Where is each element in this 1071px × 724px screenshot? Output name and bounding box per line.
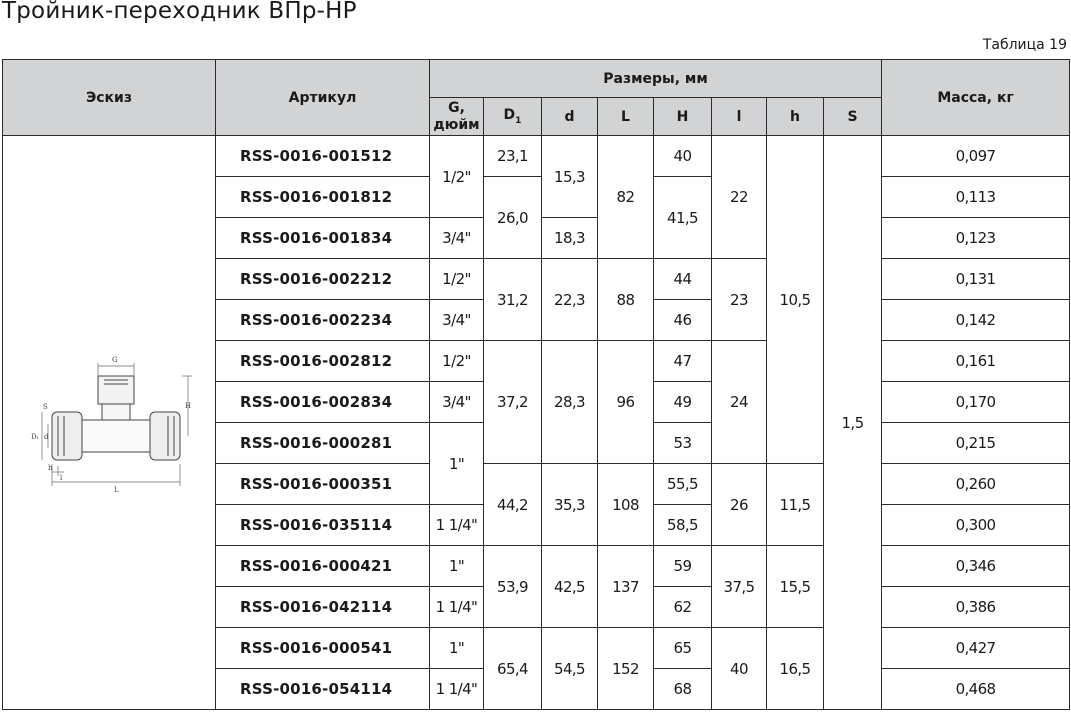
g-cell: 1" <box>430 423 484 505</box>
sketch-label-L: L <box>114 485 119 494</box>
d1-cell: 31,2 <box>484 259 542 341</box>
mass-cell: 0,427 <box>882 628 1070 669</box>
article-cell: RSS-0016-001512 <box>216 136 430 177</box>
article-cell: RSS-0016-002812 <box>216 341 430 382</box>
sketch-label-H: H <box>185 401 191 410</box>
h-cell: 15,5 <box>767 546 824 628</box>
g-cell: 1 1/4" <box>430 587 484 628</box>
mass-cell: 0,097 <box>882 136 1070 177</box>
header-h: h <box>767 98 824 136</box>
H-cell: 58,5 <box>654 505 712 546</box>
header-d1-letter: D <box>503 107 516 124</box>
sketch-label-h: h <box>48 463 52 472</box>
l-cell: 24 <box>712 341 767 464</box>
L-cell: 137 <box>598 546 654 628</box>
sketch-outlet-body <box>102 404 130 422</box>
article-cell: RSS-0016-042114 <box>216 587 430 628</box>
sketch-cell <box>3 136 216 710</box>
header-S: S <box>824 98 882 136</box>
d1-cell: 53,9 <box>484 546 542 628</box>
header-L: L <box>598 98 654 136</box>
table-caption: Таблица 19 <box>982 37 1067 53</box>
mass-cell: 0,300 <box>882 505 1070 546</box>
l-cell: 40 <box>712 628 767 710</box>
d1-cell: 44,2 <box>484 464 542 546</box>
header-d1-sub: 1 <box>515 115 522 126</box>
H-cell: 53 <box>654 423 712 464</box>
article-cell: RSS-0016-054114 <box>216 669 430 710</box>
d1-cell: 65,4 <box>484 628 542 710</box>
header-sketch: Эскиз <box>3 60 216 136</box>
header-g <box>430 98 484 136</box>
article-cell: RSS-0016-001812 <box>216 177 430 218</box>
mass-cell: 0,113 <box>882 177 1070 218</box>
article-cell: RSS-0016-000541 <box>216 628 430 669</box>
g-cell: 1 1/4" <box>430 505 484 546</box>
sketch-right-socket <box>150 412 180 460</box>
header-d1 <box>484 98 542 136</box>
l-cell: 26 <box>712 464 767 546</box>
article-cell: RSS-0016-001834 <box>216 218 430 259</box>
d1-cell: 23,1 <box>484 136 542 177</box>
H-cell: 68 <box>654 669 712 710</box>
g-cell: 1/2" <box>430 136 484 218</box>
mass-cell: 0,161 <box>882 341 1070 382</box>
header-mass: Масса, кг <box>882 60 1070 136</box>
H-cell: 47 <box>654 341 712 382</box>
article-cell: RSS-0016-000351 <box>216 464 430 505</box>
d1-cell: 37,2 <box>484 341 542 464</box>
g-cell: 1/2" <box>430 341 484 382</box>
g-cell: 3/4" <box>430 218 484 259</box>
sketch-label-S: S <box>43 402 48 411</box>
table-row <box>3 136 1070 177</box>
H-cell: 44 <box>654 259 712 300</box>
sketch-label-G: G <box>112 355 117 364</box>
mass-cell: 0,468 <box>882 669 1070 710</box>
H-cell: 65 <box>654 628 712 669</box>
d-cell: 22,3 <box>542 259 598 341</box>
H-cell: 55,5 <box>654 464 712 505</box>
h-cell: 10,5 <box>767 136 824 464</box>
mass-cell: 0,386 <box>882 587 1070 628</box>
g-cell: 1/2" <box>430 259 484 300</box>
sketch-left-socket <box>52 412 82 460</box>
h-cell: 11,5 <box>767 464 824 546</box>
H-cell: 41,5 <box>654 177 712 259</box>
header-H: H <box>654 98 712 136</box>
header-g-line1: G, <box>448 99 465 116</box>
header-sizes: Размеры, мм <box>430 60 882 98</box>
page-title: Тройник-переходник ВПр-НР <box>2 0 357 24</box>
d-cell: 18,3 <box>542 218 598 259</box>
mass-cell: 0,215 <box>882 423 1070 464</box>
d-cell: 35,3 <box>542 464 598 546</box>
mass-cell: 0,260 <box>882 464 1070 505</box>
g-cell: 1" <box>430 628 484 669</box>
H-cell: 40 <box>654 136 712 177</box>
g-cell: 1" <box>430 546 484 587</box>
l-cell: 37,5 <box>712 546 767 628</box>
H-cell: 59 <box>654 546 712 587</box>
article-cell: RSS-0016-002834 <box>216 382 430 423</box>
sketch-label-d: d <box>44 432 48 441</box>
d-cell: 28,3 <box>542 341 598 464</box>
g-cell: 3/4" <box>430 382 484 423</box>
L-cell: 108 <box>598 464 654 546</box>
sketch-label-D1: D₁ <box>31 432 39 441</box>
d-cell: 54,5 <box>542 628 598 710</box>
h-cell: 16,5 <box>767 628 824 710</box>
d1-cell: 26,0 <box>484 177 542 259</box>
mass-cell: 0,346 <box>882 546 1070 587</box>
g-cell: 3/4" <box>430 300 484 341</box>
article-cell: RSS-0016-002234 <box>216 300 430 341</box>
article-cell: RSS-0016-000281 <box>216 423 430 464</box>
sketch-label-l: l <box>60 473 62 482</box>
header-g-line2: дюйм <box>433 116 480 133</box>
S-cell: 1,5 <box>824 136 882 710</box>
L-cell: 82 <box>598 136 654 259</box>
H-cell: 46 <box>654 300 712 341</box>
L-cell: 88 <box>598 259 654 341</box>
L-cell: 152 <box>598 628 654 710</box>
d-cell: 15,3 <box>542 136 598 218</box>
mass-cell: 0,131 <box>882 259 1070 300</box>
l-cell: 23 <box>712 259 767 341</box>
article-cell: RSS-0016-000421 <box>216 546 430 587</box>
H-cell: 49 <box>654 382 712 423</box>
mass-cell: 0,170 <box>882 382 1070 423</box>
H-cell: 62 <box>654 587 712 628</box>
mass-cell: 0,142 <box>882 300 1070 341</box>
g-cell: 1 1/4" <box>430 669 484 710</box>
header-d: d <box>542 98 598 136</box>
tee-sketch-drawing <box>24 346 194 496</box>
l-cell: 22 <box>712 136 767 259</box>
header-l: l <box>712 98 767 136</box>
header-article: Артикул <box>216 60 430 136</box>
d-cell: 42,5 <box>542 546 598 628</box>
spec-table <box>2 59 1070 710</box>
mass-cell: 0,123 <box>882 218 1070 259</box>
article-cell: RSS-0016-035114 <box>216 505 430 546</box>
article-cell: RSS-0016-002212 <box>216 259 430 300</box>
L-cell: 96 <box>598 341 654 464</box>
